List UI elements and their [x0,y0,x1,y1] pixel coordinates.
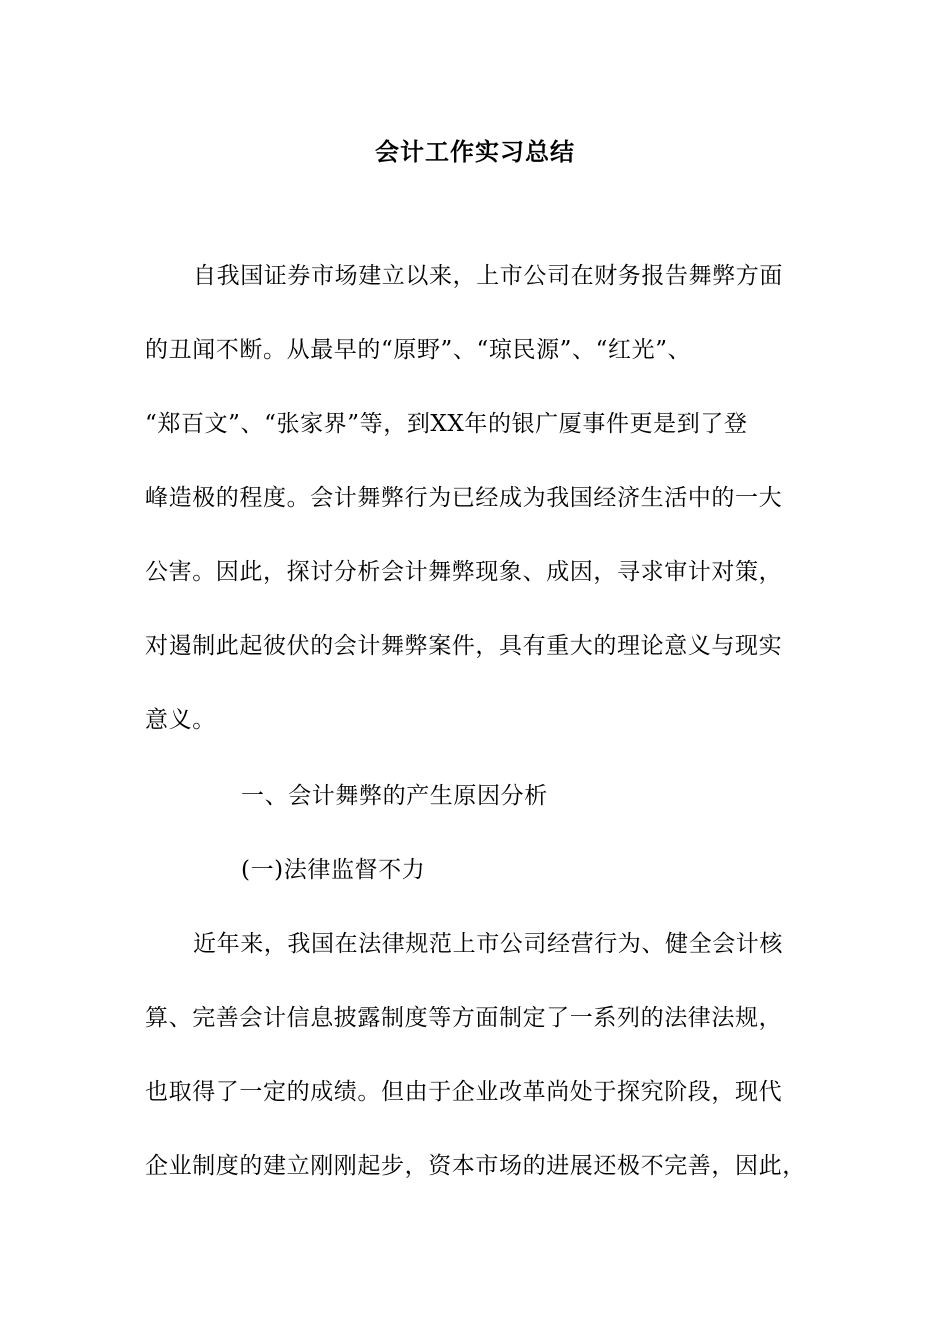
paragraph-line: 自我国证券市场建立以来，上市公司在财务报告舞弊方面 [193,263,783,289]
paragraph-line: 也取得了一定的成绩。但由于企业改革尚处于探究阶段，现代 [145,1079,783,1105]
section-heading: 一、会计舞弊的产生原因分析 [241,783,548,809]
paragraph-line: 对遏制此起彼伏的会计舞弊案件，具有重大的理论意义与现实 [145,633,783,659]
paragraph-line: 峰造极的程度。会计舞弊行为已经成为我国经济生活中的一大 [145,485,783,511]
paragraph-line: 算、完善会计信息披露制度等方面制定了一系列的法律法规， [145,1005,783,1031]
paragraph-line: “郑百文”、“张家界”等，到XX年的银广厦事件更是到了登 [145,411,748,437]
paragraph-line: 公害。因此，探讨分析会计舞弊现象、成因，寻求审计对策， [145,559,783,585]
subsection-heading: (一)法律监督不力 [241,857,426,883]
paragraph-line: 近年来，我国在法律规范上市公司经营行为、健全会计核 [193,931,783,957]
paragraph-line: 的丑闻不断。从最早的“原野”、“琼民源”、“红光”、 [145,337,692,363]
paragraph-line: 意义。 [145,707,216,733]
paragraph-line: 企业制度的建立刚刚起步，资本市场的进展还极不完善，因此， [145,1153,806,1179]
document-title: 会计工作实习总结 [375,137,575,166]
